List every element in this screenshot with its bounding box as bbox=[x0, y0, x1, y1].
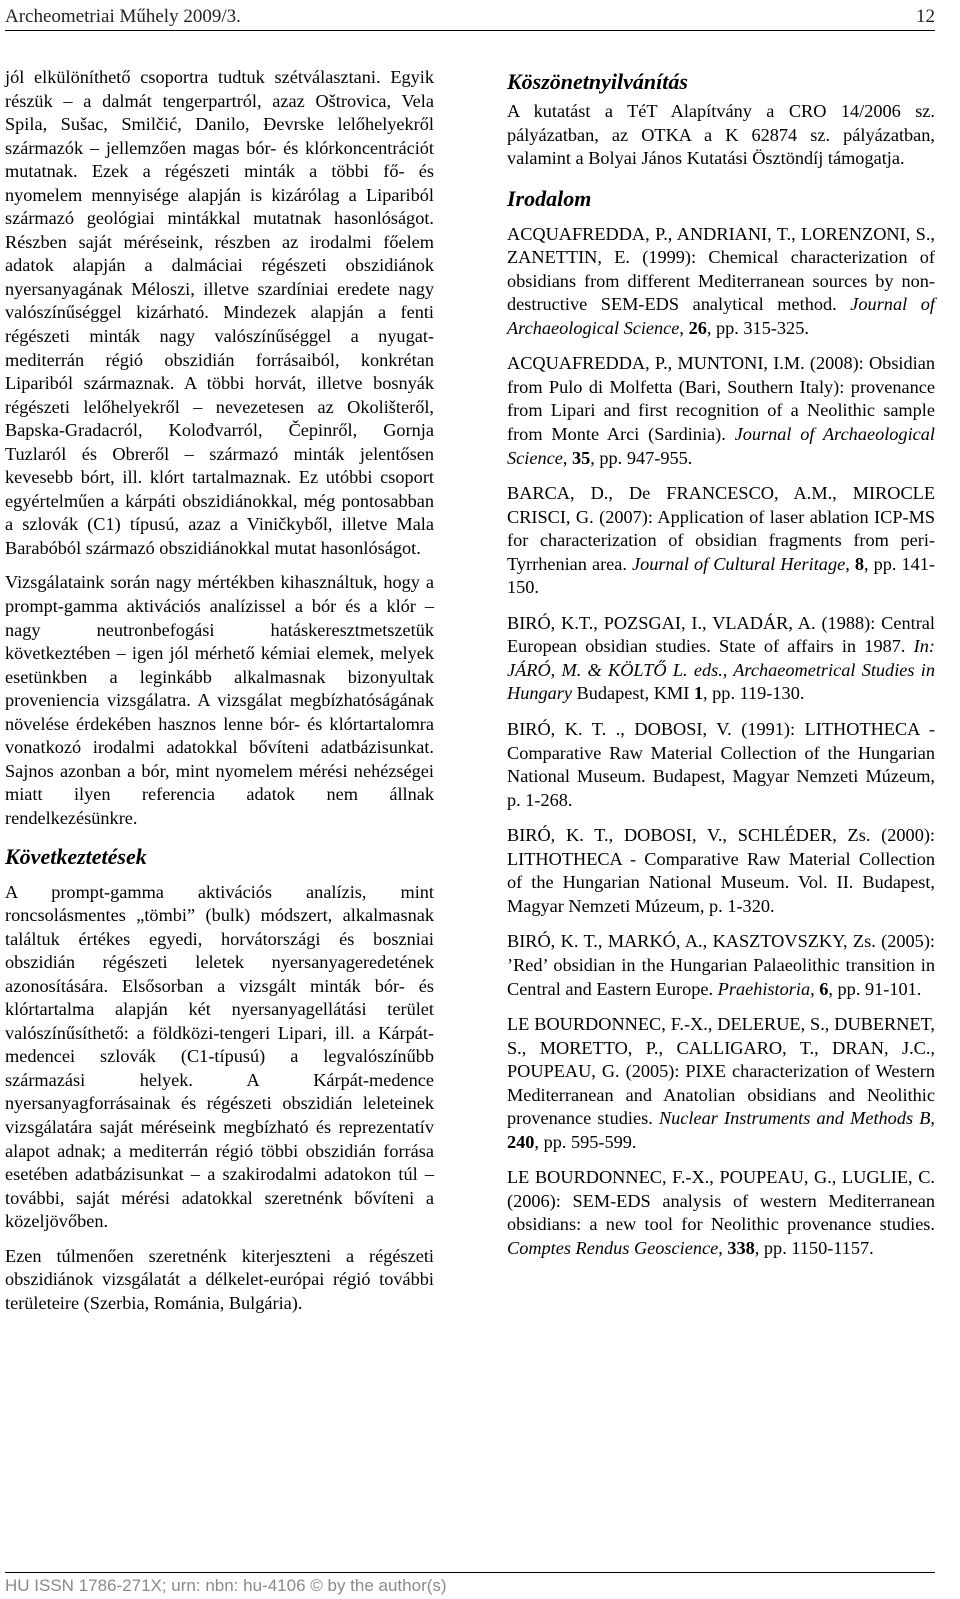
ref-text: , pp. 315-325. bbox=[706, 317, 809, 338]
ref-volume: 26 bbox=[688, 317, 707, 338]
ref-volume: 6 bbox=[819, 978, 829, 999]
ref-venue: Comptes Rendus Geoscience bbox=[507, 1237, 719, 1258]
ref-text: Budapest, KMI bbox=[572, 683, 694, 704]
journal-title: Archeometriai Műhely 2009/3. bbox=[5, 6, 241, 27]
ref-volume: 35 bbox=[571, 447, 591, 468]
right-column bbox=[507, 66, 935, 1273]
reference-item bbox=[507, 824, 935, 918]
acknowledgements-text: A kutatást a TéT Alapítvány a CRO 14/2006 sz. pályázatban, az OTKA a K 62874 sz. pályázatban, valamint a Bolyai János Kutatási Ösztöndíj támogatja. bbox=[507, 101, 935, 169]
ref-venue: Nuclear Instruments and Methods B bbox=[658, 1108, 931, 1129]
ref-text: , pp. 91-101. bbox=[828, 978, 922, 999]
ref-venue: Journal of Archaeological Science bbox=[507, 294, 935, 338]
ref-volume: 1 bbox=[693, 683, 704, 704]
ref-text: BIRÓ, K. T., DOBOSI, V., SCHLÉDER, Zs. (2000): LITHOTHECA - Comparative Raw Material Collection of the Hungarian National Museum. Vol. II. Budapest, Magyar Nemzeti Múzeum, p. 1-320. bbox=[507, 825, 935, 916]
page-footer: HU ISSN 1786-271X; urn: nbn: hu-4106 © by the author(s) bbox=[5, 1572, 935, 1596]
ref-volume: 338 bbox=[727, 1237, 755, 1258]
ref-text: , bbox=[562, 447, 572, 468]
ref-text: , bbox=[845, 553, 855, 574]
reference-item bbox=[507, 930, 935, 1001]
reference-item bbox=[507, 482, 935, 600]
ref-volume: 8 bbox=[854, 553, 864, 574]
ref-text: BARCA, D., De FRANCESCO, A.M., MIROCLE CRISCI, G. (2007): Application of laser ablation ICP-MS for characterization of obsidian fragments from peri-Tyrrhenian area. bbox=[507, 483, 935, 574]
ref-text: , bbox=[679, 317, 689, 338]
page-header bbox=[5, 0, 935, 31]
reference-list bbox=[507, 223, 935, 1261]
ref-text: LE BOURDONNEC, F.-X., DELERUE, S., DUBERNET, S., MORETTO, P., CALLIGARO, T., DRAN, J.C., POUPEAU, G. (2005): PIXE characterization of Western Mediterranean and Anatolian obsidians and Neolithic provenance studies. bbox=[507, 1014, 935, 1129]
ref-text: LE BOURDONNEC, F.-X., POUPEAU, G., LUGLIE, C. (2006): SEM-EDS analysis of western Mediterranean obsidians: a new tool for Neolithic provenance studies. bbox=[507, 1167, 935, 1235]
ref-text: ACQUAFREDDA, P., ANDRIANI, T., LORENZONI, S., ZANETTIN, E. (1999): Chemical characterization of obsidians from different Mediterranean sources by non-destructive SEM-EDS analytical method. bbox=[507, 223, 935, 315]
ref-venue: Journal of Cultural Heritage bbox=[632, 553, 846, 574]
ref-text: , pp. 119-130. bbox=[703, 683, 805, 704]
reference-item bbox=[507, 612, 935, 706]
ref-text: , bbox=[810, 978, 820, 999]
ref-text: , pp. 141-150. bbox=[507, 553, 936, 598]
reference-item bbox=[507, 223, 935, 341]
ref-venue: Praehistoria bbox=[717, 978, 811, 999]
body-paragraph: Ezen túlmenően szeretnénk kiterjeszteni a régészeti obszidiánok vizsgálatát a délkelet-európai régió további területeire (Szerbia, Románia, Bulgária). bbox=[5, 1245, 434, 1313]
ref-text: , pp. 595-599. bbox=[534, 1131, 637, 1152]
ref-volume: 240 bbox=[507, 1131, 535, 1152]
ref-text: , bbox=[930, 1108, 935, 1129]
left-column bbox=[5, 66, 434, 1315]
ref-text: , bbox=[718, 1237, 728, 1258]
reference-item bbox=[507, 1166, 935, 1260]
ref-venue: Journal of Archaeological Science bbox=[507, 424, 935, 468]
acknowledgements-heading: Köszönetnyilvánítás bbox=[507, 69, 688, 94]
references-heading: Irodalom bbox=[507, 185, 592, 211]
body-paragraph: jól elkülöníthető csoportra tudtuk szétválasztani. Egyik részük – a dalmát tengerpartról, azaz Oštrovica, Vela Spila, Sušac, Smilčić, Danilo, Đevrske lelőhelyekről származók – jellemzően magas bór- és klórkoncentrációt mutatnak. Ezek a régészeti minták a többi fő- és nyomelem mennyisége alapján is kizárólag a Lipariból származó geológiai mintákkal mutatnak hasonlóságot. Részben saját méréseink, részben az irodalmi főelem adatok alapján a dalmáciai régészeti obszidiánok nyersanyagának Méloszi, illetve szardíniai eredete nagy valószínűséggel kizárható. Mindezek alapján a fenti régészeti minták nagy valószínűséggel a nyugat-mediterrán régió obszidián forrásaiból, konkrétan Lipariból származnak. A többi horvát, illetve bosnyák régészeti lelőhelyekről – nevezetesen az Okolišteről, Bapska-Gradacról, Kolođvarról, Čepinről, Gornja Tuzlaról és Obreről – származó minták jelentősen kevesebb bórt, ill. klórt tartalmaznak. Ez utóbbi csoport egyértelműen a kárpáti obszidiánokkal, még pontosabban a szlovák (C1) típusú, azaz a Viničkyből, illetve Mala Barabóból származó obszidiánokkal mutat hasonlóságot. bbox=[5, 67, 434, 558]
body-paragraph: A prompt-gamma aktivációs analízis, mint roncsolásmentes „tömbi” (bulk) módszert, alkalmasnak találtuk értékes egyedi, horvátországi és boszniai obszidián régészeti leletek nyersanyageredetének azonosítására. Elsősorban a vizsgált minták bór- és klórtartalma alapján két nyersanyagellátási terület valószínűsíthető: a földközi-tengeri Lipari, ill. a Kárpát-medencei szlovák (C1-típusú) a legvalószínűbb származási helyek. A Kárpát-medence nyersanyagforrásainak és régészeti obszidián leleteinek vizsgálatára saját méréseink megbízható és reprezentatív alapot adnak; a mediterrán régió többi obszidián forrása esetében adatbázisunkat – a szakirodalmi adatokon túl – további, saját mérési adatokkal szeretnénk bővíteni a közeljövőben. bbox=[5, 881, 434, 1232]
ref-text: , pp. 947-955. bbox=[590, 447, 693, 468]
body-paragraph: Vizsgálataink során nagy mértékben kihasználtuk, hogy a prompt-gamma aktivációs analízissel a bór és a klór – nagy neutronbefogási hatáskeresztmetszetük következtében – igen jól mérhető kémiai elemek, melyek esetünkben a leginkább alkalmasnak bizonyultak proveniencia vizsgálatra. A vizsgálat megbízhatóságának növelése érdekében hasznos lenne bór- és klórtartalomra vonatkozó irodalmi adatokkal bővíteni adatbázisunkat. Sajnos azonban a bór, mint nyomelem mérési nehézségei miatt ilyen referencia adatok nem állnak rendelkezésünkre. bbox=[5, 572, 434, 828]
ref-text: , pp. 1150-1157. bbox=[754, 1237, 874, 1258]
page-number: 12 bbox=[916, 6, 935, 27]
ref-venue: In: JÁRÓ, M. & KÖLTŐ L. eds., Archaeometrical Studies in Hungary bbox=[507, 636, 935, 704]
ref-text: BIRÓ, K. T., MARKÓ, A., KASZTOVSZKY, Zs. (2005): ’Red’ obsidian in the Hungarian Palaeolithic transition in Central and Eastern Europe. bbox=[507, 931, 935, 999]
conclusions-heading: Következtetések bbox=[5, 843, 147, 869]
ref-text: BIRÓ, K. T. ., DOBOSI, V. (1991): LITHOTHECA - Comparative Raw Material Collection of the Hungarian National Museum. Budapest, Magyar Nemzeti Múzeum, p. 1-268. bbox=[507, 719, 935, 810]
reference-item bbox=[507, 1013, 935, 1154]
reference-item bbox=[507, 718, 935, 812]
reference-item bbox=[507, 352, 935, 470]
ref-text: ACQUAFREDDA, P., MUNTONI, I.M. (2008): Obsidian from Pulo di Molfetta (Bari, Southern Italy): provenance from Lipari and first recognition of a Neolithic sample from Monte Arci (Sardinia). bbox=[507, 353, 935, 445]
ref-text: BIRÓ, K.T., POZSGAI, I., VLADÁR, A. (1988): Central European obsidian studies. State of affairs in 1987. bbox=[507, 612, 935, 657]
